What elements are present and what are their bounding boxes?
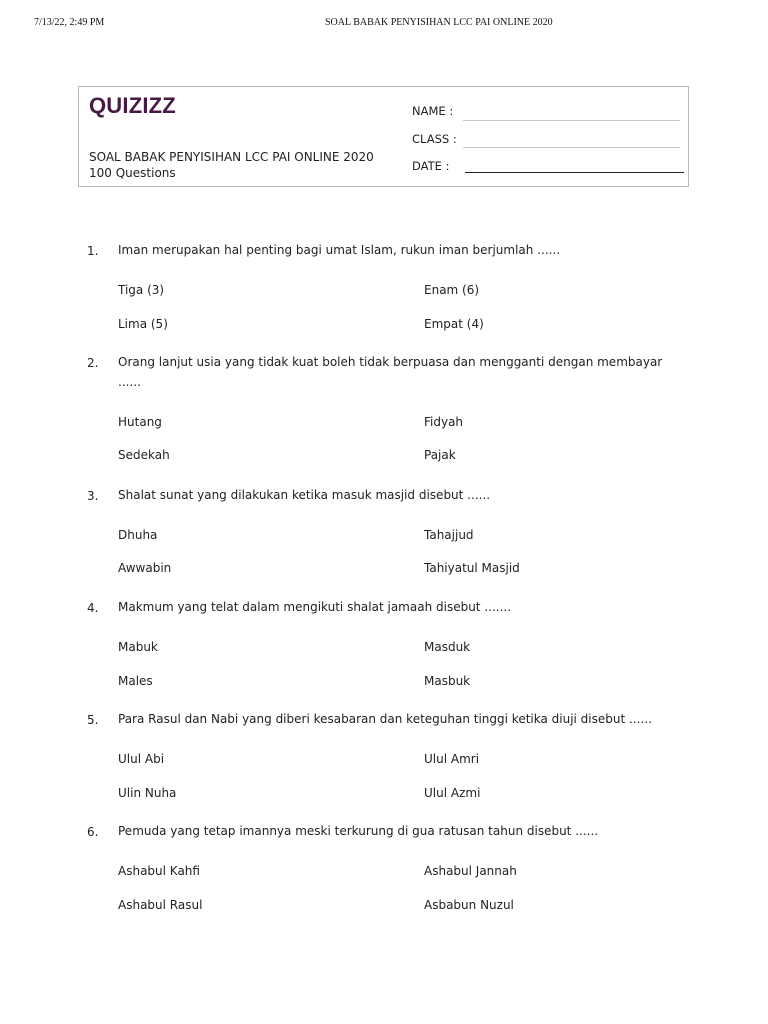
print-header bbox=[0, 17, 768, 31]
quiz-title: SOAL BABAK PENYISIHAN LCC PAI ONLINE 2020 bbox=[89, 150, 374, 164]
option-b: Masduk bbox=[424, 640, 471, 654]
option-b: Tahajjud bbox=[424, 528, 474, 542]
question-number: 3. bbox=[87, 489, 99, 503]
quiz-header-box bbox=[78, 86, 689, 187]
option-d: Asbabun Nuzul bbox=[424, 898, 514, 912]
option-a: Mabuk bbox=[118, 640, 158, 654]
option-a: Tiga (3) bbox=[118, 283, 165, 297]
date-field-line bbox=[465, 172, 684, 173]
option-b: Ashabul Jannah bbox=[424, 864, 517, 878]
question-text: Iman merupakan hal penting bagi umat Islam, rukun iman berjumlah ...... bbox=[118, 243, 561, 257]
question-text: Para Rasul dan Nabi yang diberi kesabaran dan keteguhan tinggi ketika diuji disebut ...... bbox=[118, 712, 652, 726]
question-text: Pemuda yang tetap imannya meski terkurung di gua ratusan tahun disebut ...... bbox=[118, 824, 599, 838]
footer-url-stub bbox=[34, 1016, 279, 1024]
option-c: Males bbox=[118, 674, 153, 688]
name-field-line bbox=[463, 120, 680, 121]
option-d: Ulul Azmi bbox=[424, 786, 481, 800]
class-label: CLASS : bbox=[412, 132, 457, 146]
question-number: 6. bbox=[87, 825, 99, 839]
option-c: Awwabin bbox=[118, 561, 172, 575]
question-number: 5. bbox=[87, 713, 99, 727]
print-doc-title: SOAL BABAK PENYISIHAN LCC PAI ONLINE 2020 bbox=[325, 17, 553, 28]
date-label: DATE : bbox=[412, 159, 450, 173]
question-number: 2. bbox=[87, 356, 99, 370]
option-b: Enam (6) bbox=[424, 283, 480, 297]
class-field-line bbox=[463, 147, 680, 148]
name-label: NAME : bbox=[412, 104, 454, 118]
option-c: Ashabul Rasul bbox=[118, 898, 203, 912]
print-datetime: 7/13/22, 2:49 PM bbox=[34, 17, 105, 28]
option-b: Fidyah bbox=[424, 415, 464, 429]
option-c: Lima (5) bbox=[118, 317, 168, 331]
quizizz-logo: QUIZIZZ bbox=[89, 93, 176, 118]
question-text: Orang lanjut usia yang tidak kuat boleh tidak berpuasa dan mengganti dengan membayar ...... bbox=[118, 355, 663, 389]
question-count: 100 Questions bbox=[89, 166, 176, 180]
question-number: 1. bbox=[87, 244, 99, 258]
question-number: 4. bbox=[87, 601, 99, 615]
option-d: Pajak bbox=[424, 448, 456, 462]
option-a: Ulul Abi bbox=[118, 752, 165, 766]
option-d: Masbuk bbox=[424, 674, 471, 688]
option-a: Dhuha bbox=[118, 528, 158, 542]
option-c: Ulin Nuha bbox=[118, 786, 177, 800]
option-a: Ashabul Kahfi bbox=[118, 864, 200, 878]
option-a: Hutang bbox=[118, 415, 162, 429]
option-c: Sedekah bbox=[118, 448, 170, 462]
question-text: Makmum yang telat dalam mengikuti shalat jamaah disebut ....... bbox=[118, 600, 512, 614]
option-d: Tahiyatul Masjid bbox=[424, 561, 520, 575]
option-b: Ulul Amri bbox=[424, 752, 480, 766]
option-d: Empat (4) bbox=[424, 317, 484, 331]
question-text: Shalat sunat yang dilakukan ketika masuk masjid disebut ...... bbox=[118, 488, 491, 502]
